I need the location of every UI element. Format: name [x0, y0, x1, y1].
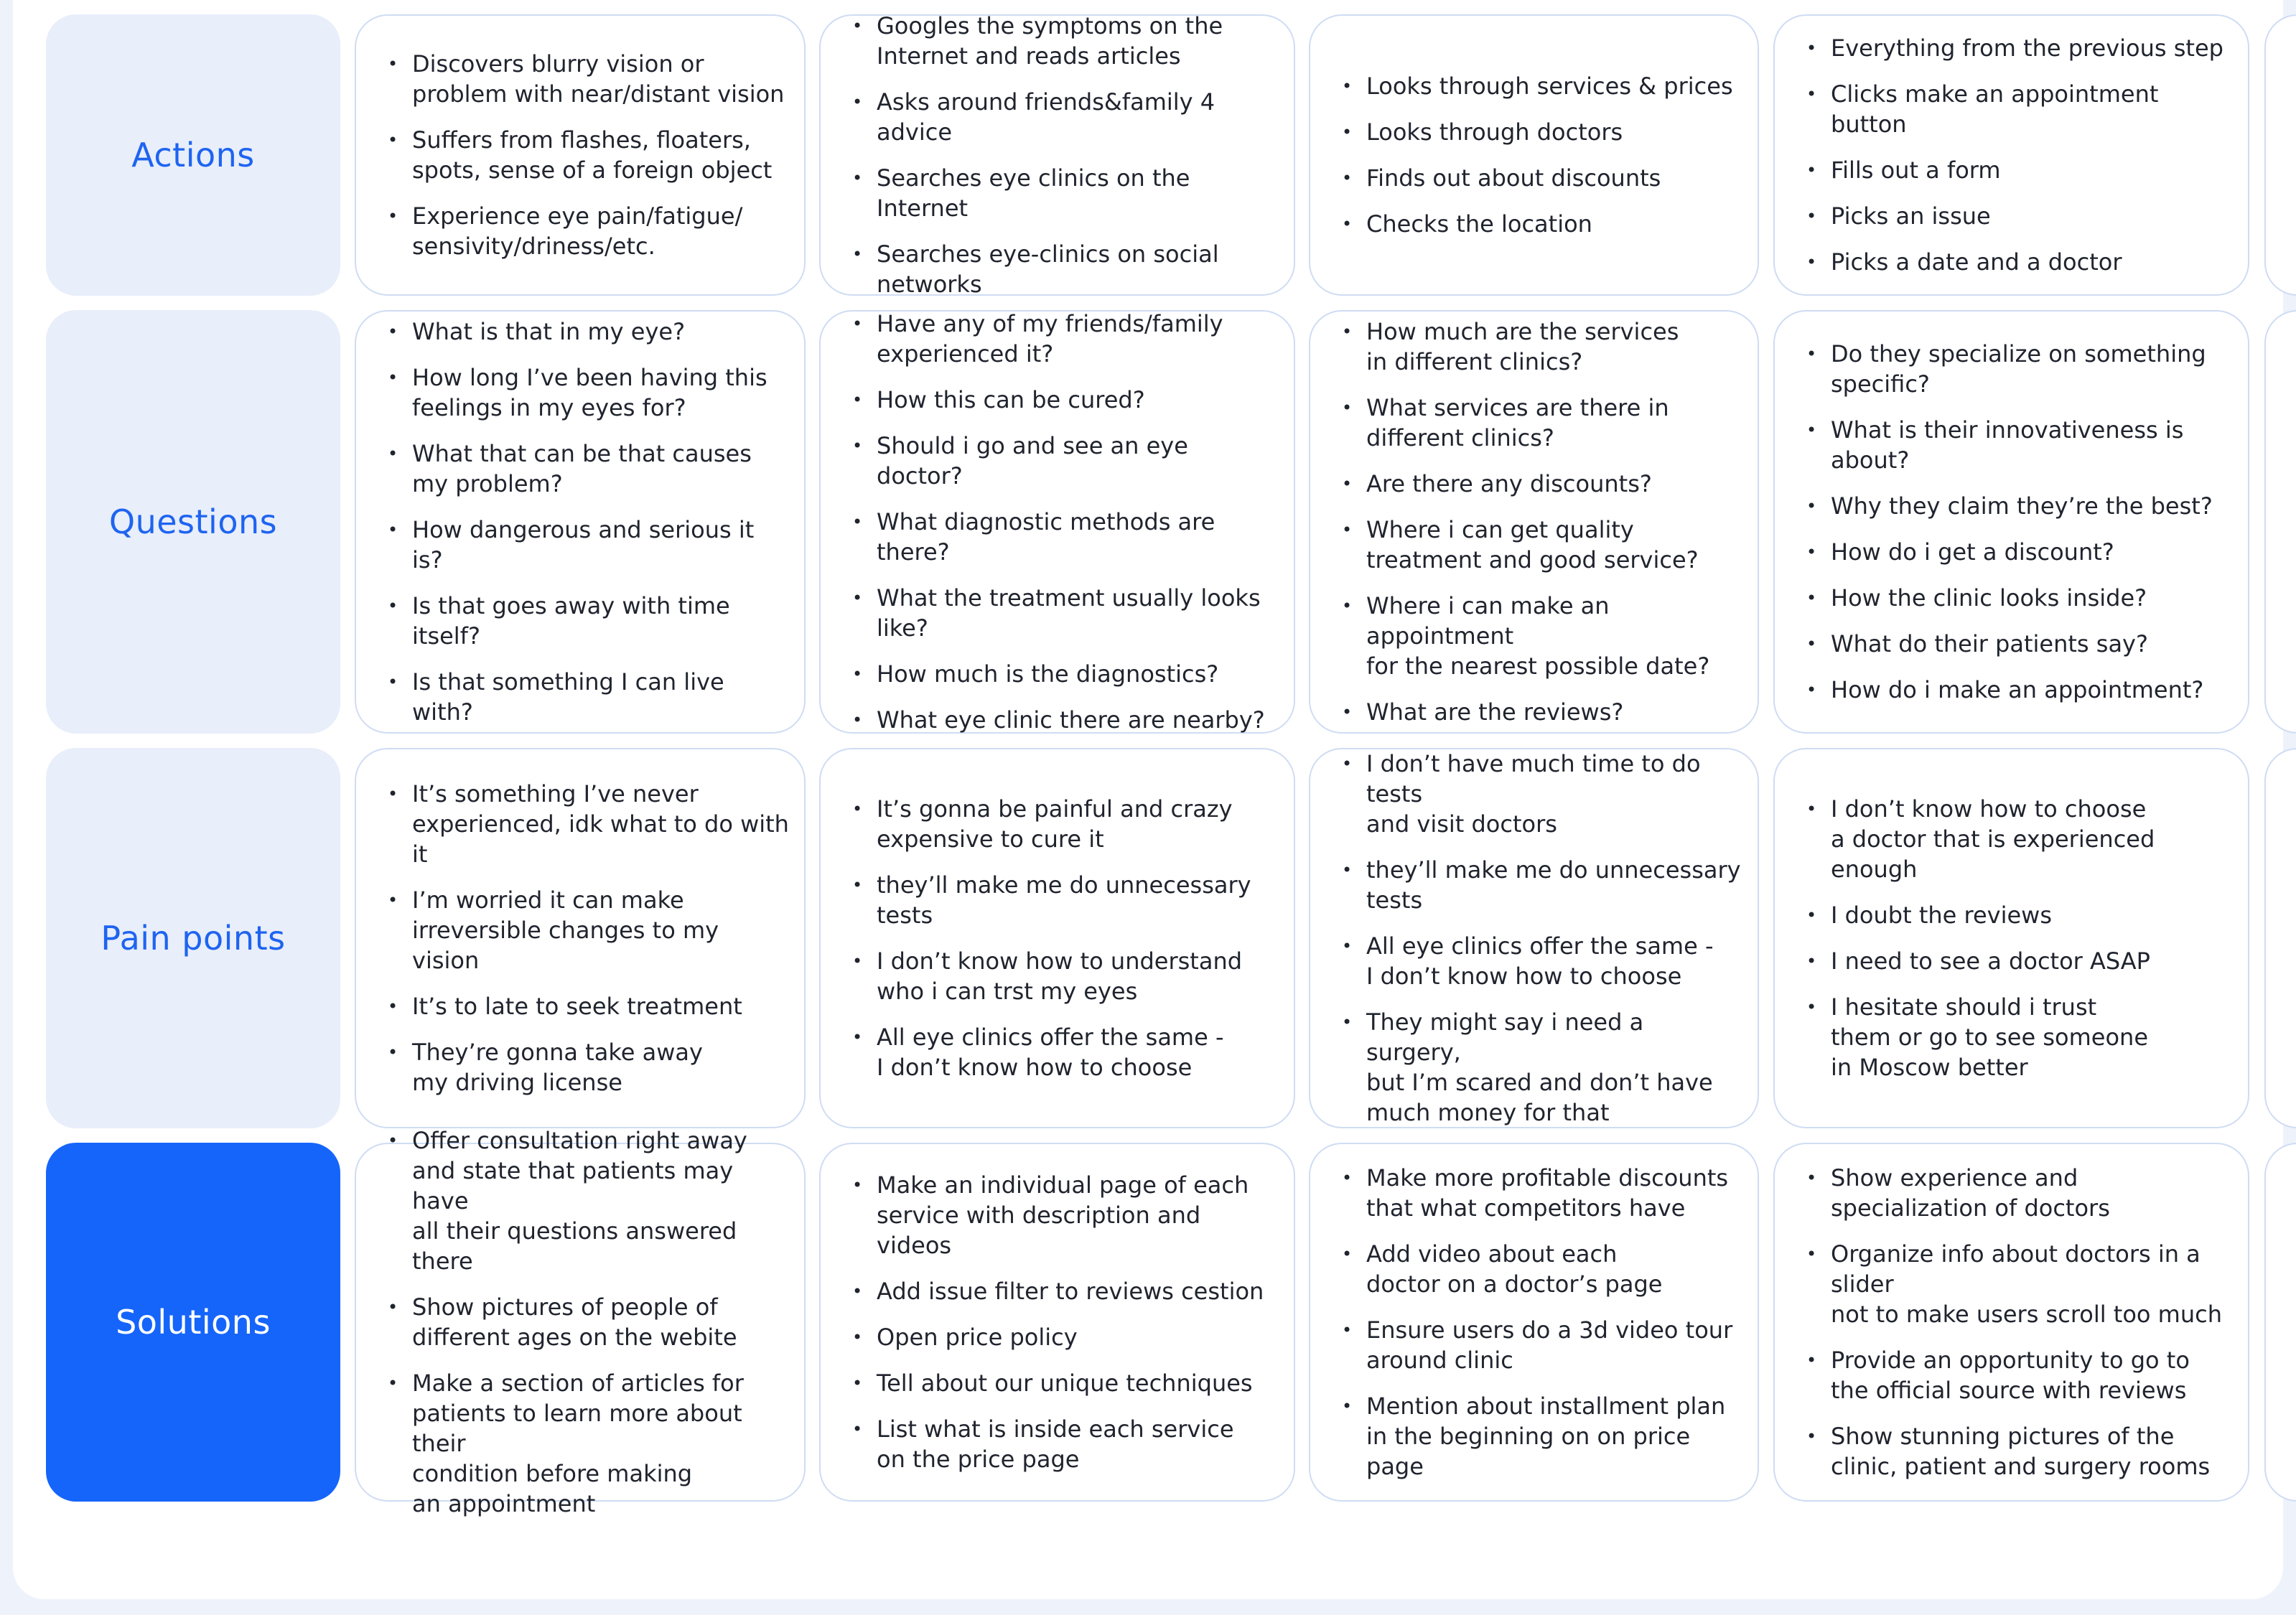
list-item: • What is their innovativeness is about? [1806, 415, 2234, 475]
list-item: • Googles the symptoms on the Internet and reads articles [852, 11, 1279, 71]
list-item: • Make an individual page of each service with description and videos [852, 1170, 1279, 1260]
list-item: • All eye clinics offer the same - I don’t know how to choose [852, 1022, 1279, 1082]
list-item: • I don’t know how to choose a doctor that is experienced enough [1806, 794, 2234, 884]
list-item: • It’s gonna be painful and crazy expensive to cure it [852, 794, 1279, 854]
list-item: • It’s something I’ve never experienced, idk what to do with it [388, 779, 790, 869]
actions-stage-2-card [819, 14, 1295, 296]
list-item: • Where i can make an appointment for the nearest possible date? [1342, 591, 1743, 681]
list-item: • All eye clinics offer the same - I don’t know how to choose [1342, 931, 1743, 991]
list-item: • Is that something I can live with? [388, 667, 790, 727]
list-item: • Are there any discounts? [1342, 469, 1743, 499]
list-item: • Should i go and see an eye doctor? [852, 431, 1279, 491]
list-item: • How long I’ve been having this feelings in my eyes for? [388, 362, 790, 423]
list-item: • I don’t have much time to do tests and visit doctors [1342, 749, 1743, 839]
list-item: • Organize info about doctors in a slider not to make users scroll too much [1806, 1239, 2234, 1329]
list-item: • What diagnostic methods are there? [852, 507, 1279, 567]
row-label-questions: Questions [46, 310, 340, 734]
list-item: • Looks through doctors [1342, 117, 1743, 147]
list-item: • What do their patients say? [1806, 629, 2234, 659]
list-item: • They’re gonna take away my driving license [388, 1037, 790, 1097]
list-item: • Looks through services & prices [1342, 71, 1743, 101]
solutions-stage-2-card [819, 1143, 1295, 1502]
next-stage-card-edge [2264, 310, 2296, 734]
questions-stage-2-card [819, 310, 1295, 734]
row-label-actions: Actions [46, 14, 340, 296]
list-item: • Provide an opportunity to go to the official source with reviews [1806, 1345, 2234, 1405]
list-item: • they’ll make me do unnecessary tests [852, 870, 1279, 930]
list-item: • Mention about installment plan in the beginning on on price page [1342, 1391, 1743, 1481]
list-item: • Searches eye clinics on the Internet [852, 163, 1279, 223]
solutions-stage-1-card [355, 1127, 806, 1517]
bullet-list [852, 1170, 1279, 1474]
pain-points-stage-4-card [1773, 748, 2249, 1128]
list-item: • I need to see a doctor ASAP [1806, 946, 2234, 976]
solutions-stage-3-card [1309, 1143, 1759, 1502]
bullet-list [388, 317, 790, 727]
questions-stage-1-card [355, 310, 806, 734]
list-item: • Discovers blurry vision or problem with near/distant vision [388, 49, 790, 109]
list-item: • Show experience and specialization of doctors [1806, 1163, 2234, 1223]
bullet-list [852, 309, 1279, 735]
pain-points-stage-2-card [819, 748, 1295, 1128]
list-item: • What that can be that causes my problem? [388, 439, 790, 499]
pain-points-stage-3-card [1309, 748, 1759, 1128]
list-item: • How this can be cured? [852, 385, 1279, 415]
list-item: • What eye clinic there are nearby? [852, 705, 1279, 735]
list-item: • Picks a date and a doctor [1806, 247, 2234, 277]
bullet-list [1806, 794, 2234, 1082]
bullet-list [1342, 1163, 1743, 1481]
list-item: • Finds out about discounts [1342, 163, 1743, 193]
next-stage-card-edge [2264, 748, 2296, 1128]
list-item: • Show pictures of people of different ages on the webite [388, 1292, 790, 1352]
list-item: • Is that goes away with time itself? [388, 591, 790, 651]
questions-stage-4-card [1773, 310, 2249, 734]
list-item: • How do i get a discount? [1806, 537, 2234, 567]
bullet-list [852, 794, 1279, 1082]
list-item: • What is that in my eye? [388, 317, 790, 347]
bullet-list [1806, 33, 2234, 277]
actions-stage-4-card [1773, 14, 2249, 296]
list-item: • Make more profitable discounts that what competitors have [1342, 1163, 1743, 1223]
list-item: • Ensure users do a 3d video tour around clinic [1342, 1315, 1743, 1375]
list-item: • What services are there in different clinics? [1342, 393, 1743, 453]
list-item: • It’s to late to seek treatment [388, 991, 790, 1021]
list-item: • Checks the location [1342, 209, 1743, 239]
bullet-list [388, 1125, 790, 1519]
list-item: • How the clinic looks inside? [1806, 583, 2234, 613]
list-item: • How dangerous and serious it is? [388, 515, 790, 575]
list-item: • Open price policy [852, 1322, 1279, 1352]
questions-stage-3-card [1309, 310, 1759, 734]
list-item: • Have any of my friends/family experienced it? [852, 309, 1279, 369]
list-item: • I hesitate should i trust them or go to see someone in Moscow better [1806, 992, 2234, 1082]
list-item: • Picks an issue [1806, 201, 2234, 231]
bullet-list [1342, 317, 1743, 727]
list-item: • Asks around friends&family 4 advice [852, 87, 1279, 147]
list-item: • Show stunning pictures of the clinic, patient and surgery rooms [1806, 1421, 2234, 1481]
list-item: • How much are the services in different clinics? [1342, 317, 1743, 377]
bullet-list [388, 49, 790, 261]
row-label-pain-points: Pain points [46, 748, 340, 1128]
list-item: • Fills out a form [1806, 155, 2234, 185]
list-item: • Clicks make an appointment button [1806, 79, 2234, 139]
list-item: • Make a section of articles for patients to learn more about their condition before making an appointment [388, 1368, 790, 1519]
list-item: • Add video about each doctor on a doctor’s page [1342, 1239, 1743, 1299]
list-item: • List what is inside each service on the price page [852, 1414, 1279, 1474]
list-item: • Experience eye pain/fatigue/ sensivity/driness/etc. [388, 201, 790, 261]
list-item: • Add issue filter to reviews cestion [852, 1276, 1279, 1306]
next-stage-card-edge [2264, 14, 2296, 296]
list-item: • Tell about our unique techniques [852, 1368, 1279, 1398]
solutions-stage-4-card [1773, 1143, 2249, 1502]
list-item: • What the treatment usually looks like? [852, 583, 1279, 643]
list-item: • Offer consultation right away and state that patients may have all their questions answered there [388, 1125, 790, 1276]
row-label-solutions: Solutions [46, 1143, 340, 1502]
bullet-list [1342, 749, 1743, 1128]
list-item: • I’m worried it can make irreversible changes to my vision [388, 885, 790, 975]
list-item: • Everything from the previous step [1806, 33, 2234, 63]
actions-stage-3-card [1309, 14, 1759, 296]
bullet-list [852, 11, 1279, 299]
list-item: • How do i make an appointment? [1806, 675, 2234, 705]
list-item: • Searches eye-clinics on social networks [852, 239, 1279, 299]
list-item: • What are the reviews? [1342, 697, 1743, 727]
next-stage-card-edge [2264, 1143, 2296, 1502]
pain-points-stage-1-card [355, 748, 806, 1128]
list-item: • they’ll make me do unnecessary tests [1342, 855, 1743, 915]
bullet-list [388, 779, 790, 1097]
bullet-list [1342, 71, 1743, 239]
bullet-list [1806, 339, 2234, 705]
list-item: • They might say i need a surgery, but I’m scared and don’t have much money for that [1342, 1007, 1743, 1128]
list-item: • Suffers from flashes, floaters, spots, sense of a foreign object [388, 125, 790, 185]
bullet-list [1806, 1163, 2234, 1481]
list-item: • I don’t know how to understand who i can trst my eyes [852, 946, 1279, 1006]
actions-stage-1-card [355, 14, 806, 296]
list-item: • I doubt the reviews [1806, 900, 2234, 930]
list-item: • Where i can get quality treatment and good service? [1342, 515, 1743, 575]
list-item: • Why they claim they’re the best? [1806, 491, 2234, 521]
list-item: • Do they specialize on something specific? [1806, 339, 2234, 399]
list-item: • How much is the diagnostics? [852, 659, 1279, 689]
